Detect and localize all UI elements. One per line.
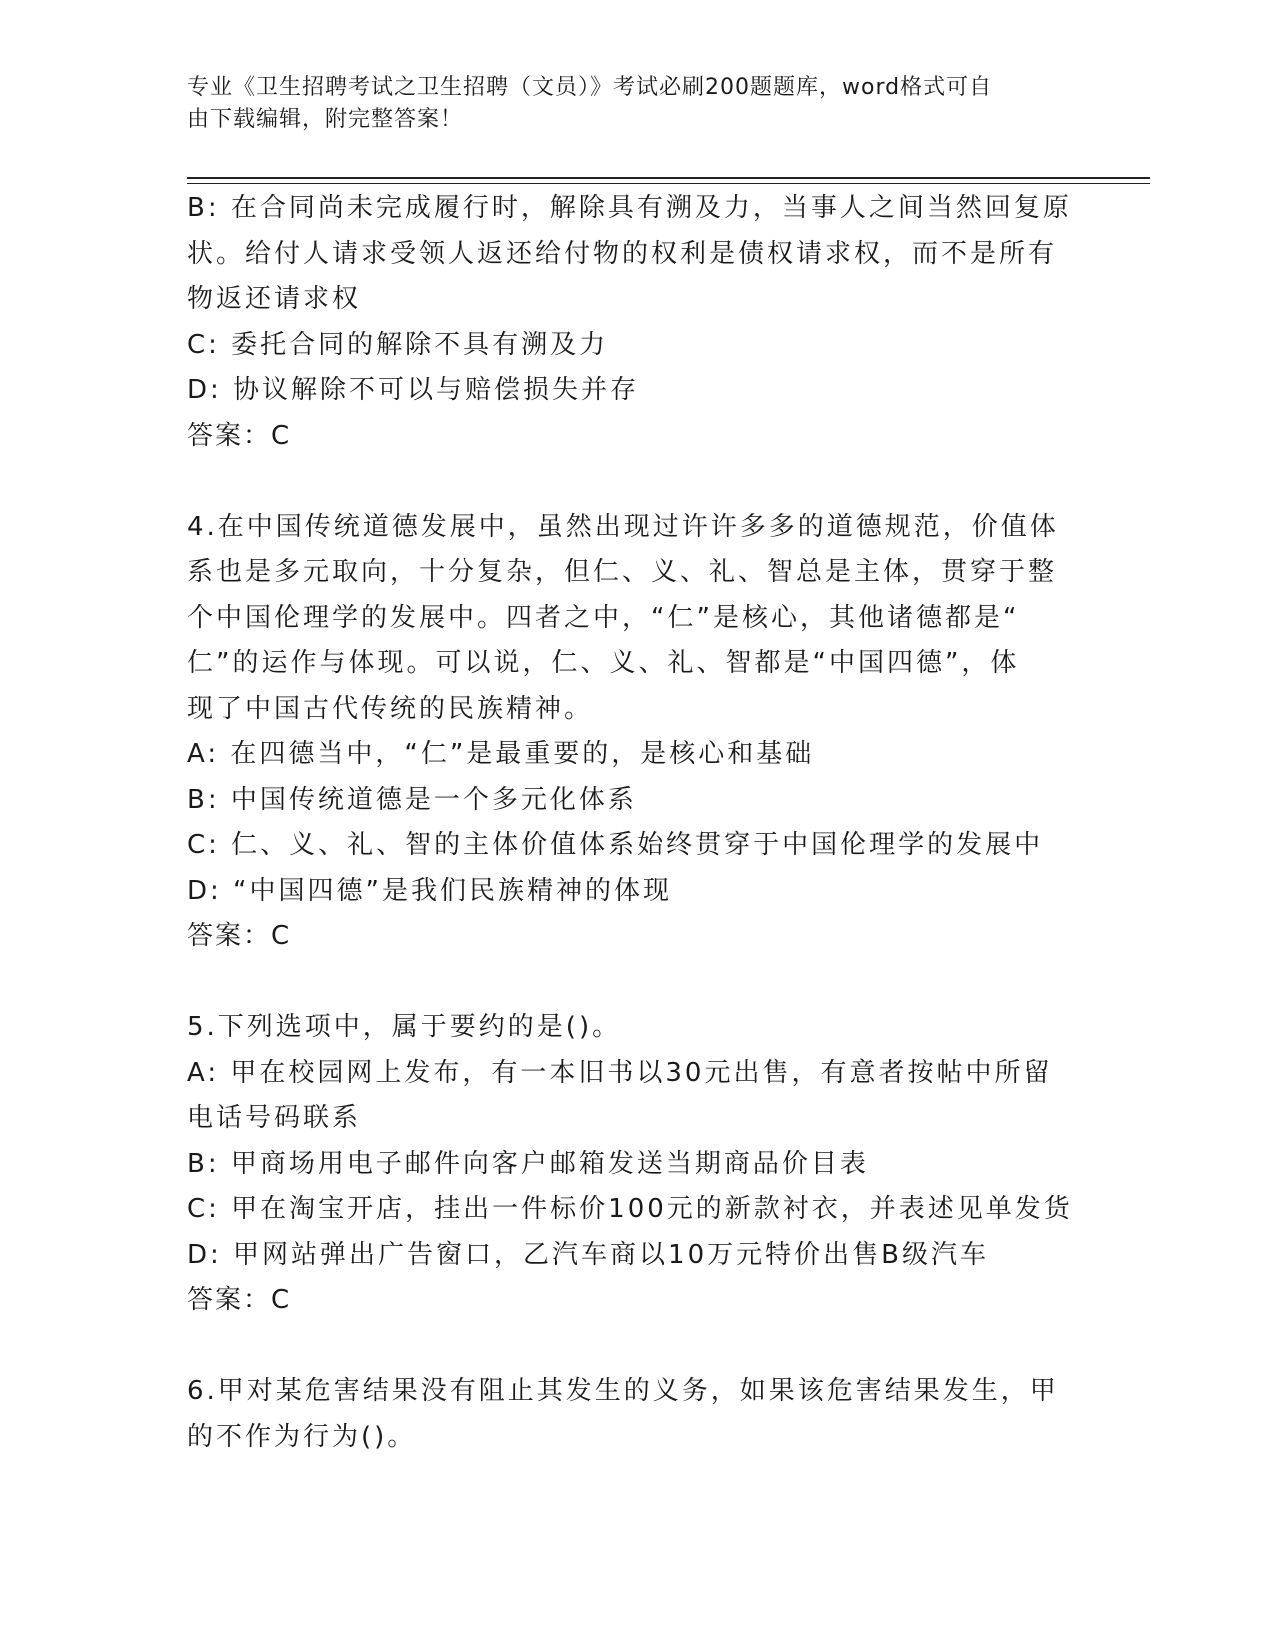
q5-option-a-line-1: A: 甲在校园网上发布，有一本旧书以30元出售，有意者按帖中所留 [187,1057,1053,1088]
question-5-block [187,1005,1087,1324]
header-title-line-1: 专业《卫生招聘考试之卫生招聘（文员）》考试必刷200题题库，word格式可自 [187,75,993,100]
q3-option-b-line-3: 物返还请求权 [187,284,362,314]
document-body [187,186,1087,1460]
q4-option-a: A: 在四德当中，“仁”是最重要的，是核心和基础 [187,739,815,769]
q5-answer: 答案：C [187,1285,292,1315]
q4-stem-line-3: 个中国伦理学的发展中。四者之中，“仁”是核心，其他诸德都是“ [187,602,1020,633]
q4-option-d: D: “中国四德”是我们民族精神的体现 [187,875,672,906]
q5-option-a-line-2: 电话号码联系 [187,1103,362,1133]
question-spacer [187,1324,1087,1370]
header-rule-thin [187,183,1150,184]
q4-stem-line-1: 4.在中国传统道德发展中，虽然出现过许许多多的道德规范，价值体 [187,511,1059,542]
q3-answer: 答案：C [187,420,292,451]
q5-option-d: D: 甲网站弹出广告窗口，乙汽车商以10万元特价出售B级汽车 [187,1239,989,1270]
q3-option-d: D: 协议解除不可以与赔偿损失并存 [187,375,640,405]
q4-answer: 答案：C [187,921,292,951]
q4-option-b: B: 中国传统道德是一个多元化体系 [187,784,637,815]
header-title-line-2: 由下载编辑，附完整答案！ [187,107,464,132]
header-rule-thick [187,177,1150,179]
q4-stem-line-5: 现了中国古代传统的民族精神。 [187,693,594,724]
q4-stem-line-2: 系也是多元取向，十分复杂，但仁、义、礼、智总是主体，贯穿于整 [187,557,1058,587]
document-header [187,72,1067,136]
q5-stem: 5.下列选项中，属于要约的是()。 [187,1012,622,1042]
q5-option-c: C: 甲在淘宝开店，挂出一件标价100元的新款衬衣，并表述见单发货 [187,1194,1073,1224]
question-3-block [187,186,1087,459]
q4-option-c: C: 仁、义、礼、智的主体价值体系始终贯穿于中国伦理学的发展中 [187,830,1044,860]
question-spacer [187,459,1087,505]
q3-option-b-line-1: B: 在合同尚未完成履行时，解除具有溯及力，当事人之间当然回复原 [187,193,1072,223]
q6-stem-line-2: 的不作为行为()。 [187,1421,417,1452]
q3-option-c: C: 委托合同的解除不具有溯及力 [187,329,609,360]
question-spacer [187,960,1087,1006]
question-6-block [187,1369,1087,1460]
q6-stem-line-1: 6.甲对某危害结果没有阻止其发生的义务，如果该危害结果发生，甲 [187,1376,1059,1406]
q3-option-b-line-2: 状。给付人请求受领人返还给付物的权利是债权请求权，而不是所有 [187,238,1058,269]
question-4-block [187,505,1087,960]
q4-stem-line-4: 仁”的运作与体现。可以说，仁、义、礼、智都是“中国四德”，体 [187,648,1020,678]
q5-option-b: B: 甲商场用电子邮件向客户邮箱发送当期商品价目表 [187,1148,869,1179]
